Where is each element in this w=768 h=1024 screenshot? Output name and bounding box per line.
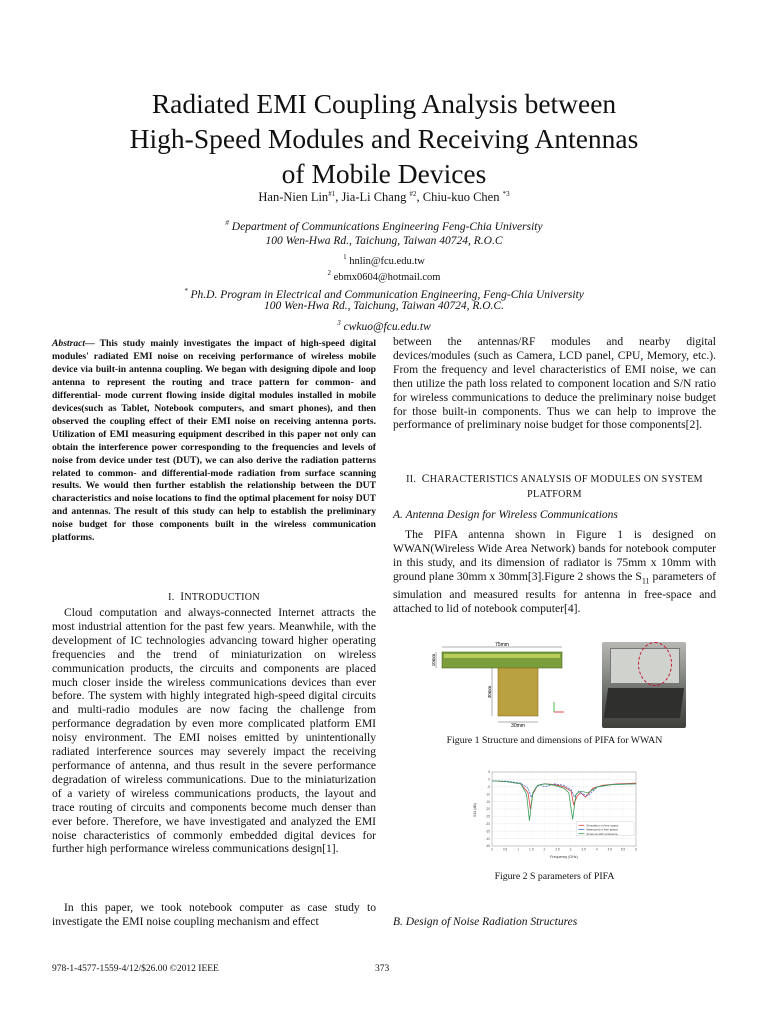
y-tick-label: -45 [485,844,490,849]
paper-title [40,86,728,191]
affiliation-mark: # [225,219,229,227]
section-rest: NTRODUCTION [184,592,260,603]
text-run: parameters of simulation and measured results for antenna in free-space and attached to lid of notebook computer[4]. [393,569,716,615]
subsection-heading-a: A. Antenna Design for Wireless Communications [393,509,618,521]
author-name: Jia-Li Chang [341,190,407,204]
y-tick-label: -30 [485,822,490,826]
antenna-location-marker [638,642,672,686]
chart-ticks [485,770,637,851]
email-line [0,266,768,285]
x-tick-label: 2 [543,847,546,852]
x-tick-label: 0.5 [502,847,508,852]
x-tick-label: 1 [517,847,520,852]
abstract [52,338,376,545]
section-heading-introduction [52,591,376,603]
dimension-label: 75mm [495,642,509,648]
affiliation-department [0,216,768,235]
author-name: Chiu-kuo Chen [422,190,500,204]
abstract-dash: — [85,338,95,349]
body-paragraph [393,528,716,616]
email-line [0,316,768,335]
title-line: of Mobile Devices [281,158,487,189]
y-tick-label: -35 [485,829,490,834]
y-tick-label: -20 [485,807,490,812]
legend-label: Simulation in free space [586,823,619,828]
dimension-label: 30mm [511,723,525,729]
legend-label: Measured in free space [586,827,618,832]
series-line [492,781,636,797]
email-address: ebmx0604@hotmail.com [333,272,441,283]
y-tick-label: -40 [485,836,490,841]
x-axis-label: Frequency (GHz) [550,855,578,859]
s-parameter-chart [470,766,646,862]
section-number: I. [168,592,175,603]
email-mark: 3 [337,319,341,327]
abstract-label: Abstract [52,338,86,349]
author-separator: , [416,190,423,204]
author-name: Han-Nien Lin [258,190,329,204]
affiliation-text: Ph.D. Program in Electrical and Communication Engineering, Feng-Chia University [190,289,584,301]
x-tick-label: 4.5 [607,847,613,852]
section-first-letter: C [421,473,430,485]
legend-label: Antenna with enclosure [586,831,618,836]
section-rest: HARACTERISTICS ANALYSIS OF MODULES ON SYSTEM [429,474,703,485]
page-number: 373 [375,964,390,974]
body-paragraph: between the antennas/RF modules and nearby digital devices/modules (such as Camera, LCD panel, CPU, Memory, etc.). From the frequency and level characteristics of EMI noise, we can then utilize the path loss related to component location and S/N ratio for wireless communications to deduce the preliminary noise budget for those built-in components. Thus we can help to improve the performance of preliminary noise budget for those components[2]. [393,335,716,432]
y-axis-label: S11 (dB) [473,803,477,817]
pifa-structure-figure [432,642,582,727]
author-mark: *3 [502,190,510,198]
y-tick-label: -15 [485,799,490,804]
affiliation-mark: * [184,287,188,295]
section-number: II. [406,474,417,485]
subsection-heading-b: B. Design of Noise Radiation Structures [393,916,578,928]
x-tick-label: 4 [595,847,598,852]
x-tick-label: 3.5 [581,847,586,852]
intro-paragraph: In this paper, we took notebook computer as case study to investigate the EMI noise coupling mechanism and effect [52,901,376,928]
footer-copyright: 978-1-4577-1559-4/12/$26.00 ©2012 IEEE [52,964,219,974]
title-line: Radiated EMI Coupling Analysis between [151,88,617,119]
y-tick-label: -5 [487,785,490,789]
affiliation-address: 100 Wen-Hwa Rd., Taichung, Taiwan 40724, R.O.C. [264,300,504,312]
x-tick-label: 3 [569,847,572,852]
abstract-text: This study mainly investigates the impact of high-speed digital modules' radiated EMI noise on receiving performance of wireless mobile device via built-in antenna coupling. We began with designing dipole and loop antenna to represent the routing and trace pattern for common- and differential- mode current flowing inside digital modules installed in mobile devices(such as Tablet, Notebook computers, and smart phones), and then observed the coupling effect of their EMI noise on receiving antenna ports. Utilization of EMI measuring equipment described in this paper not only can obtain the interference power corresponding to the frequencies and levels of noise from device under test (DUT), we can also derive the radiation patterns related to common- and differential-mode radiation from surface scanning results. We would then further establish the relationship between the DUT characteristics and noise locations to find the optimal placement for noisy DUT and antennas. The result of this study can help to establish the preliminary noise budget for those components built in the wireless communication platforms. [52,338,376,544]
x-tick-label: 2.5 [555,847,560,852]
figure-2-caption: Figure 2 S parameters of PIFA [494,871,615,882]
dimension-label: 30mm [487,685,492,699]
notebook-keyboard [604,688,684,718]
title-line: High-Speed Modules and Receiving Antennas [129,123,639,154]
affiliation-text: Department of Communications Engineering Feng-Chia University [231,221,543,233]
email-mark: 1 [343,253,347,261]
section-heading-ii [393,472,716,502]
x-tick-label: 5.5 [620,847,626,852]
figure-1-caption: Figure 1 Structure and dimensions of PIFA for WWAN [446,735,663,746]
y-tick-label: -10 [485,792,490,797]
author-mark: #1 [328,190,336,198]
text-subscript: 11 [641,576,650,586]
email-mark: 2 [327,269,332,277]
email-address: cwkuo@fcu.edu.tw [343,321,431,333]
x-tick-label: 6 [635,847,637,852]
notebook-photo [602,642,686,728]
chart-legend [576,822,634,836]
y-tick-label: -25 [485,814,490,819]
author-mark: #2 [409,190,417,198]
email-address: hnlin@fcu.edu.tw [349,256,425,267]
y-tick-label: 0 [488,777,490,782]
intro-paragraph: Cloud computation and always-connected Internet attracts the most industrial attention for the past few years. Meanwhile, with the development of IC technologies advancing toward higher operating frequencies and the trend of miniaturization on wireless communication products, the circuits and components are placed much closer inside the wireless communications devices than ever before. The system with highly integrated high-speed digital circuits and multi-radio modules are now facing the challenge from performance degradation by even more complicated platform EMI noisy environment. The EMI noises emitted by unintentionally radiated interference sources may severely impact the receiving performance of antenna, and thus result in the severe performance degradation of wireless communications. Due to the miniaturization of a variety of wireless communications products, the layout and trace routing of circuits and components become much denser than ever before. Therefore, we have investigated and analyzed the EMI noise characteristics of commonly embedded digital devices for further high performance wireless communications design[1]. [52,606,376,856]
y-tick-label: 5 [488,770,490,775]
author-separator: , [335,190,342,204]
section-rest-line2: PLATFORM [527,489,582,500]
author-list [0,190,768,205]
affiliation-address: 100 Wen-Hwa Rd., Taichung, Taiwan 40724, R.O.C [265,235,503,247]
x-tick-label: 1.5 [529,847,534,852]
x-tick-label: 0 [491,847,493,852]
section-first-letter: I [180,591,185,603]
text-run: The PIFA antenna shown in Figure 1 is designed on WWAN(Wireless Wide Area Network) bands for notebook computer in this study, and its dimension of radiator is 75mm x 10mm with ground plane 30mm x 30mm[3].Figure 2 shows the S [393,528,716,583]
dimension-label: 10mm [431,653,436,667]
